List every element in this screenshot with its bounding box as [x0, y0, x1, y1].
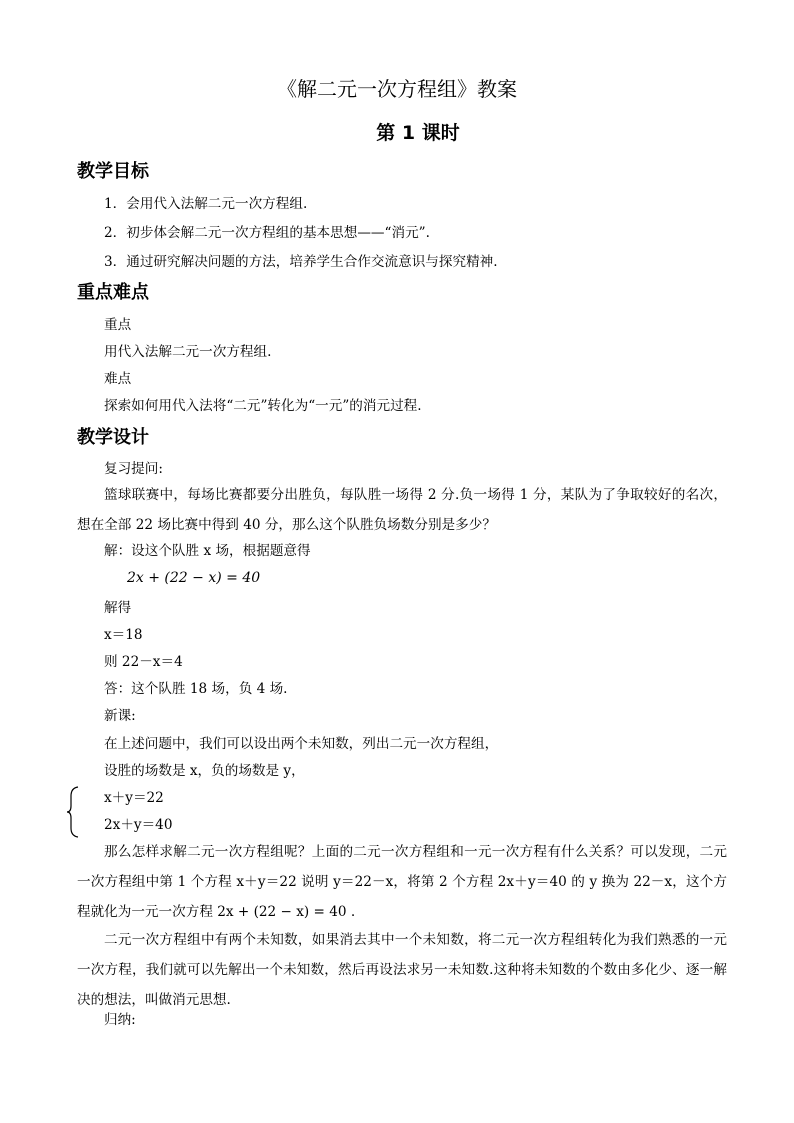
key-point-label: 重点	[104, 317, 132, 333]
system-equation-1: x＋y＝22	[104, 790, 164, 806]
explanation-paragraph-2: 二元一次方程组中有两个未知数，如果消去其中一个未知数，将二元一次方程组转化为我们熟悉的一元一次方程，我们就可以先解出一个未知数，然后再设法求另一未知数.这种将未知数的个数由多化少、逐一解决的想法，叫做消元思想.	[77, 932, 727, 1008]
solve-label: 解得	[104, 600, 132, 616]
difficulty-label: 难点	[104, 371, 132, 387]
then-line: 则 22－x＝4	[104, 654, 183, 670]
document-title: 《解二元一次方程组》教案	[277, 77, 517, 101]
new-lesson-label: 新课:	[104, 708, 136, 724]
objective-item-1: 1．会用代入法解二元一次方程组.	[104, 196, 308, 212]
answer-line: 答：这个队胜 18 场，负 4 场.	[104, 681, 288, 697]
solution-intro: 解：设这个队胜 x 场，根据题意得	[104, 543, 311, 559]
document-subtitle: 第 1 课时	[376, 122, 460, 144]
x-value: x＝18	[104, 627, 143, 643]
new-lesson-line-2: 设胜的场数是 x，负的场数是 y，	[104, 763, 305, 779]
new-lesson-line-1: 在上述问题中，我们可以设出两个未知数，列出二元一次方程组，	[104, 736, 499, 752]
key-point-text: 用代入法解二元一次方程组.	[104, 344, 272, 360]
solution-equation: 2x + (22 − x) = 40	[127, 570, 261, 586]
summary-label: 归纳:	[104, 1012, 136, 1028]
section-heading-key-points: 重点难点	[77, 282, 149, 303]
explanation-paragraph-1: 那么怎样求解二元一次方程组呢？上面的二元一次方程组和一元一次方程有什么关系？可以发现，二元一次方程组中第 1 个方程 x＋y＝22 说明 y＝22－x，将第 2 个方程 2x＋y＝40 的 y 换为 22－x，这个方程就化为一元一次方程 2x + (22 − x) = 40 .	[77, 844, 727, 920]
review-label: 复习提问:	[104, 461, 163, 477]
section-heading-objectives: 教学目标	[77, 161, 149, 182]
objective-item-3: 3．通过研究解决问题的方法，培养学生合作交流意识与探究精神.	[104, 254, 498, 270]
problem-paragraph: 篮球联赛中，每场比赛都要分出胜负，每队胜一场得 2 分.负一场得 1 分，某队为了争取较好的名次，想在全部 22 场比赛中得到 40 分，那么这个队胜负场数分别是多少？	[77, 487, 727, 533]
objective-item-2: 2．初步体会解二元一次方程组的基本思想——“消元”.	[104, 225, 430, 241]
system-brace	[66, 786, 80, 838]
system-equation-2: 2x＋y＝40	[104, 817, 173, 833]
section-heading-design: 教学设计	[77, 427, 149, 448]
difficulty-text: 探索如何用代入法将“二元”转化为“一元”的消元过程.	[104, 398, 422, 414]
